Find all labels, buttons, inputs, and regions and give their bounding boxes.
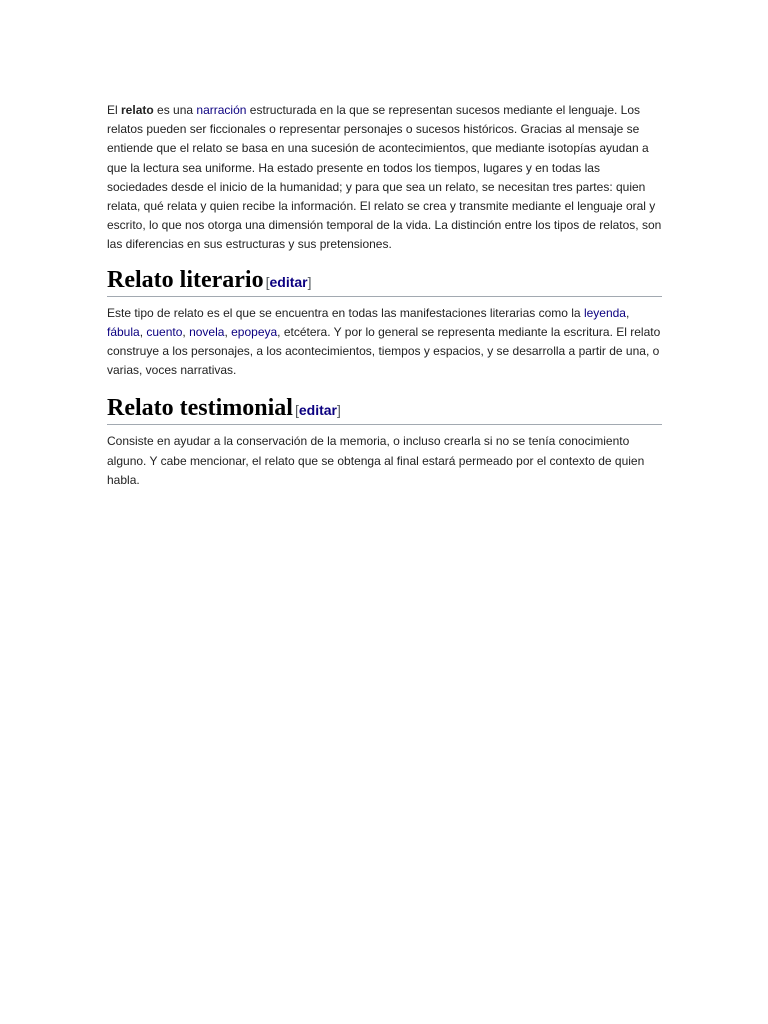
separator: , <box>139 324 147 339</box>
literario-text-2: , etcétera. Y por lo general se representa mediante la escritura. El relato construye a los personajes, a los acontecimientos, tiempos y espacios, y se desarrolla a partir de una, o varias, voces narrativas. <box>107 324 661 378</box>
edit-bracket-open: [ <box>294 402 299 419</box>
intro-bold-term: relato <box>121 103 154 117</box>
edit-bracket-close: ] <box>307 273 312 290</box>
link-novela[interactable]: novela <box>189 324 225 339</box>
edit-bracket-close: ] <box>336 402 341 419</box>
edit-link-testimonial[interactable]: editar <box>298 402 337 419</box>
intro-text-3: estructurada en la que se representan sucesos mediante el lenguaje. Los relatos pueden ser ficcionales o representar personajes o sucesos históricos. Gracias al mensaje se entiende que el relato se basa en una sucesión de acontecimientos, que mediante isotopías ayudan a que la lectura sea uniforme. Ha estado presente en todos los tiempos, lugares y en todas las sociedades desde el inicio de la humanidad; y para que sea un relato, se necesitan tres partes: quien relata, qué relata y quien recibe la información. El relato se crea y transmite mediante el lenguaje oral y escrito, lo que nos otorga una dimensión temporal de la vida. La distinción entre los tipos de relatos, son las diferencias en sus estructuras y sus pretensiones. <box>107 103 662 252</box>
intro-text-2: es una <box>153 103 197 117</box>
link-epopeya[interactable]: epopeya <box>231 324 278 339</box>
link-cuento[interactable]: cuento <box>146 324 183 339</box>
heading-relato-literario <box>107 266 662 297</box>
separator: , <box>625 305 630 320</box>
literario-paragraph <box>107 304 662 381</box>
edit-link-literario[interactable]: editar <box>269 273 308 290</box>
literario-text-1: Este tipo de relato es el que se encuentra en todas las manifestaciones literarias como la <box>107 305 584 320</box>
link-leyenda[interactable]: leyenda <box>583 305 626 320</box>
edit-section-testimonial <box>295 402 341 418</box>
edit-bracket-open: [ <box>265 273 270 290</box>
edit-section-literario <box>266 274 312 290</box>
heading-testimonial-text: Relato testimonial <box>107 395 293 422</box>
link-fabula[interactable]: fábula <box>107 324 140 339</box>
link-narracion[interactable]: narración <box>196 103 247 117</box>
heading-relato-testimonial <box>107 394 662 425</box>
separator: , <box>182 324 190 339</box>
intro-paragraph <box>107 101 662 255</box>
heading-literario-text: Relato literario <box>107 266 264 293</box>
intro-text-1: El <box>107 103 122 117</box>
article-body <box>107 101 662 490</box>
separator: , <box>224 324 232 339</box>
testimonial-paragraph: Consiste en ayudar a la conservación de la memoria, o incluso crearla si no se tenía conocimiento alguno. Y cabe mencionar, el relato que se obtenga al final estará permeado por el contexto de quien habla. <box>107 434 645 487</box>
